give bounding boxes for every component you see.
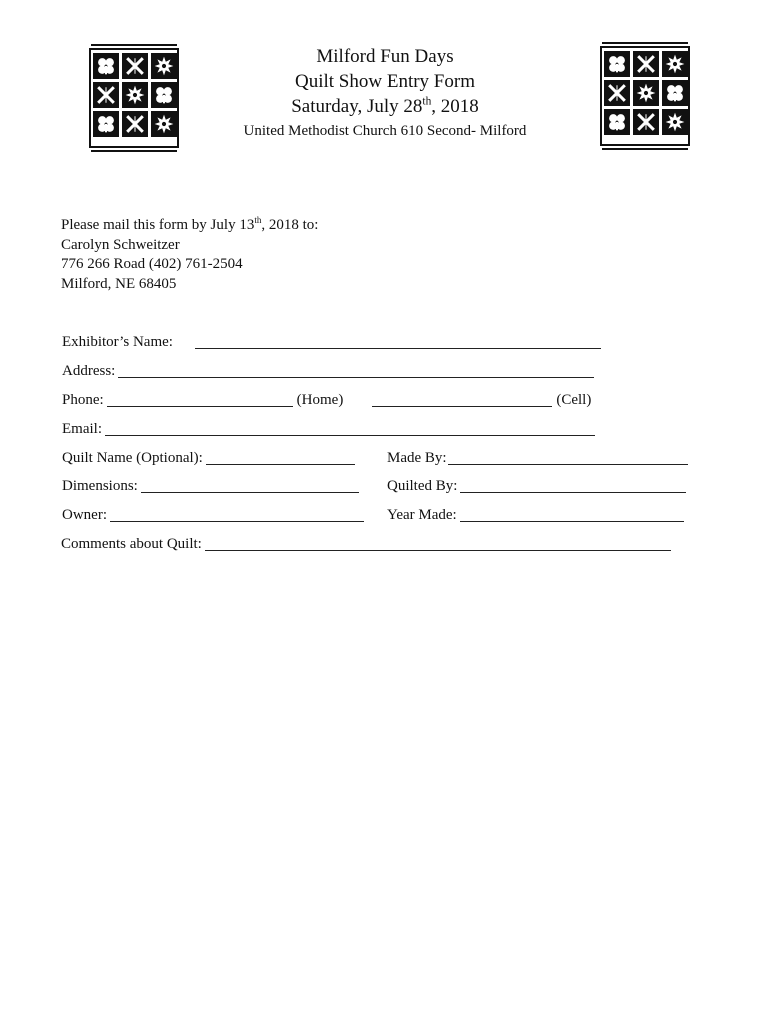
form-header [200, 44, 570, 142]
event-venue: United Methodist Church 610 Second- Milford [243, 123, 527, 139]
exhibitor-name-label: Exhibitor’s Name: [62, 334, 173, 350]
quilt-name-field[interactable] [206, 450, 355, 465]
event-title: Milford Fun Days [316, 46, 454, 67]
cell-phone-field[interactable] [372, 392, 552, 407]
quilted-by-field[interactable] [460, 478, 686, 493]
owner-row [62, 505, 364, 525]
owner-field[interactable] [110, 507, 364, 522]
quilt-block-logo-left [89, 44, 181, 152]
dimensions-row [62, 476, 359, 496]
comments-field[interactable] [205, 536, 671, 551]
exhibitor-name-field[interactable] [195, 334, 601, 349]
dimensions-field[interactable] [141, 478, 359, 493]
year-made-label: Year Made: [387, 507, 457, 523]
address-field[interactable] [118, 363, 594, 378]
made-by-field[interactable] [448, 450, 688, 465]
made-by-row [387, 448, 688, 468]
address-row [62, 361, 594, 381]
quilted-by-label: Quilted By: [387, 478, 458, 494]
phone-label: Phone: [62, 392, 104, 408]
email-field[interactable] [105, 421, 595, 436]
event-date: Saturday, July 28th, 2018 [291, 95, 479, 117]
mail-street-phone: 776 266 Road (402) 761-2504 [61, 256, 243, 272]
address-label: Address: [62, 363, 116, 379]
quilt-name-label: Quilt Name (Optional): [62, 450, 203, 466]
quilted-by-row [387, 476, 686, 496]
year-made-row [387, 505, 684, 525]
comments-label: Comments about Quilt: [61, 536, 202, 552]
home-label: (Home) [296, 392, 344, 408]
home-phone-field[interactable] [107, 392, 293, 407]
email-row [62, 419, 595, 439]
exhibitor-name-row [62, 332, 601, 352]
mail-deadline: Please mail this form by July 13th, 2018 to: [61, 215, 319, 233]
cell-label: (Cell) [556, 392, 592, 408]
year-made-field[interactable] [460, 507, 684, 522]
quilt-pattern-icon [89, 44, 181, 152]
quilt-pattern-icon [600, 42, 692, 150]
made-by-label: Made By: [387, 450, 447, 466]
form-title: Quilt Show Entry Form [295, 71, 475, 92]
email-label: Email: [62, 421, 102, 437]
owner-label: Owner: [62, 507, 107, 523]
quilt-name-row [62, 448, 355, 468]
dimensions-label: Dimensions: [62, 478, 138, 494]
mail-city: Milford, NE 68405 [61, 275, 177, 292]
mailing-instructions [61, 216, 318, 294]
mail-recipient-name: Carolyn Schweitzer [61, 236, 180, 253]
quilt-block-logo-right [600, 42, 692, 150]
comments-row [61, 534, 671, 554]
phone-row [62, 390, 591, 410]
